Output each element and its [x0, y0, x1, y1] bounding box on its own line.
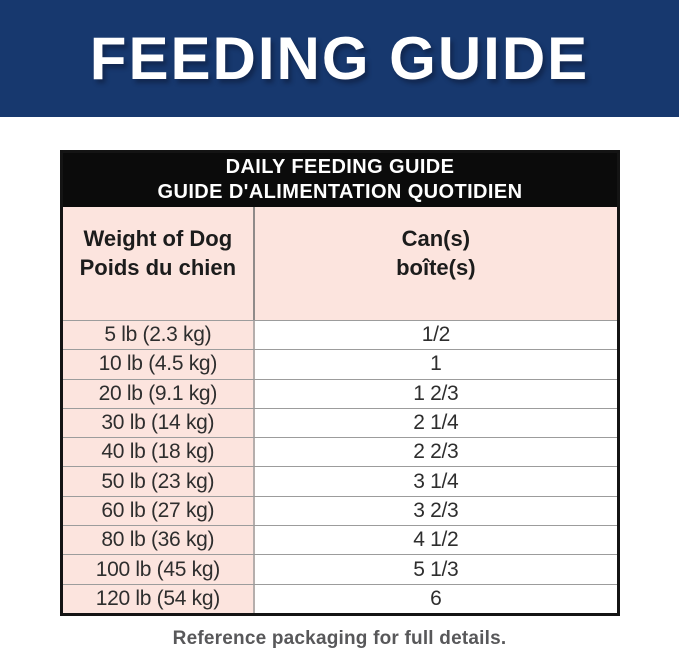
table-row [63, 320, 617, 349]
table-row [63, 349, 617, 378]
feeding-guide-banner [0, 0, 679, 117]
table-row [63, 496, 617, 525]
table-row [63, 437, 617, 466]
cans-cell: 1 [255, 350, 617, 378]
cans-header-english: Can(s) [401, 225, 471, 251]
cans-cell: 4 1/2 [255, 526, 617, 554]
weight-cell: 10 lb (4.5 kg) [63, 350, 255, 378]
cans-cell: 1/2 [255, 321, 617, 349]
weight-cell: 120 lb (54 kg) [63, 585, 255, 613]
table-title-bar [63, 153, 617, 207]
cans-cell: 2 2/3 [255, 438, 617, 466]
table-row [63, 408, 617, 437]
table-row [63, 584, 617, 613]
weight-cell: 5 lb (2.3 kg) [63, 321, 255, 349]
cans-cell: 3 1/4 [255, 467, 617, 495]
weight-cell: 100 lb (45 kg) [63, 555, 255, 583]
banner-title: FEEDING GUIDE [89, 25, 590, 92]
weight-cell: 50 lb (23 kg) [63, 467, 255, 495]
footer-note: Reference packaging for full details. [172, 628, 507, 649]
feeding-rows [63, 320, 617, 613]
cans-cell: 2 1/4 [255, 409, 617, 437]
cans-header-french: boîte(s) [396, 254, 476, 280]
column-header-row [63, 207, 617, 320]
cans-cell: 3 2/3 [255, 497, 617, 525]
weight-cell: 30 lb (14 kg) [63, 409, 255, 437]
table-title-english: DAILY FEEDING GUIDE [225, 156, 455, 178]
table-title-french: GUIDE D'ALIMENTATION QUOTIDIEN [157, 181, 523, 203]
table-row [63, 554, 617, 583]
weight-column-header [63, 207, 255, 320]
table-row [63, 525, 617, 554]
weight-cell: 40 lb (18 kg) [63, 438, 255, 466]
weight-cell: 60 lb (27 kg) [63, 497, 255, 525]
cans-cell: 6 [255, 585, 617, 613]
weight-header-french: Poids du chien [79, 254, 237, 280]
cans-cell: 5 1/3 [255, 555, 617, 583]
cans-column-header [255, 207, 617, 320]
weight-cell: 80 lb (36 kg) [63, 526, 255, 554]
weight-header-english: Weight of Dog [83, 225, 233, 251]
weight-cell: 20 lb (9.1 kg) [63, 380, 255, 408]
cans-cell: 1 2/3 [255, 380, 617, 408]
table-row [63, 466, 617, 495]
daily-feeding-table [60, 150, 620, 616]
table-row [63, 379, 617, 408]
